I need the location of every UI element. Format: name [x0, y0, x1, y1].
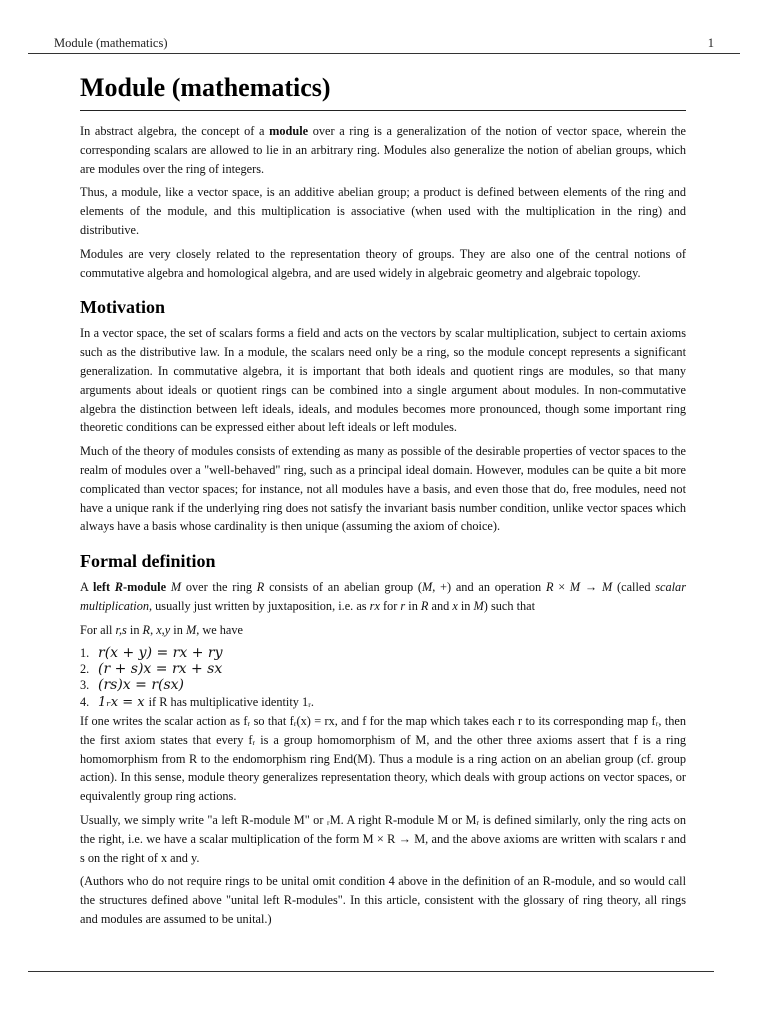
- formal-paragraph-1: If one writes the scalar action as fᵣ so that fᵣ(x) = rx, and f for the map which takes each r to its corresponding map fᵣ, then the first axiom states that every fᵣ is a group homomorphism of M, and the other three axioms assert that f is a ring homomorphism from R to the endomorphism ring End(M). Thus a module is a ring action on an abelian group (cf. group action). In this sense, module theory generalizes representation theory, which deals with group actions on vector spaces, or equivalently group ring actions.: [80, 714, 686, 804]
- intro-paragraph-3: Modules are very closely related to the representation theory of groups. They are also one of the central notions of commutative algebra and homological algebra, and are used widely in algebraic geometry and algebraic topology.: [80, 246, 686, 280]
- page-title: Module (mathematics): [80, 73, 331, 102]
- axiom-item: 3. (rs)x = r(sx): [80, 677, 185, 694]
- axiom-formula: (rs)x = r(sx): [98, 677, 185, 694]
- axiom-item: 2. (r + s)x = rx + sx: [80, 660, 223, 677]
- formal-paragraph-3: (Authors who do not require rings to be unital omit condition 4 above in the definition of an R-module, and so would call the structures defined above "unital left R-modules". In this article, consistent with the glossary of ring theory, all rings and modules are assumed to be unital.): [80, 874, 686, 927]
- section-heading-formal-definition: Formal definition: [80, 551, 216, 572]
- running-title: Module (mathematics): [54, 36, 168, 50]
- intro-paragraph-2: Thus, a module, like a vector space, is an additive abelian group; a product is defined between elements of the ring and elements of the module, and this multiplication is associative (when used with the multiplication in the ring) and distributive.: [80, 185, 686, 237]
- motivation-paragraph-1: In a vector space, the set of scalars forms a field and acts on the vectors by scalar multiplication, subject to certain axioms such as the distributive law. In a module, the scalars need only be a ring, so the module concept represents a significant generalization. In commutative algebra, it is important that both ideals and quotient rings are modules, so that many arguments about ideals or quotient rings can be combined into a single argument about modules. In non-commutative algebra the distinction between left ideals, ideals, and modules becomes more pronounced, though some important ring theoretic conditions can be expressed either about left ideals or left modules.: [80, 326, 686, 435]
- axiom-item: 4. 1ᵣx = x if R has multiplicative identity 1ᵣ.: [80, 694, 314, 710]
- axiom-list: [80, 645, 686, 711]
- running-header: [54, 36, 714, 54]
- axiom-item: 1. r(x + y) = rx + ry: [80, 644, 223, 661]
- title-rule: [80, 110, 686, 111]
- page-number: 1: [707, 36, 714, 50]
- intro-paragraph-1: In abstract algebra, the concept of a module over a ring is a generalization of the notion of vector space, wherein the corresponding scalars are allowed to lie in an arbitrary ring. Modules also generalize the notion of abelian groups, which are modules over the ring of integers.: [80, 124, 686, 176]
- definition-paragraph: A left R-module M over the ring R consists of an abelian group (M, +) and an operation R × M → M (called scalar multiplication, usually just written by juxtaposition, i.e. as rx for r in R and x in M) such that: [80, 580, 686, 613]
- header-rule: [28, 53, 740, 54]
- motivation-paragraph-2: Much of the theory of modules consists of extending as many as possible of the desirable properties of vector spaces to the realm of modules over a "well-behaved" ring, such as a principal ideal domain. However, modules can be quite a bit more complicated than vector spaces; for instance, not all modules have a basis, and even those that do, free modules, need not have a unique rank if the underlying ring does not satisfy the invariant basis number condition, unlike vector spaces which always have a basis whose cardinality is then unique (assuming the axiom of choice).: [80, 444, 686, 534]
- axiom-formula: r(x + y) = rx + ry: [98, 644, 223, 661]
- for-all-line: For all r,s in R, x,y in M, we have: [80, 622, 243, 637]
- footer-rule: [28, 971, 714, 972]
- formal-paragraph-2: Usually, we simply write "a left R-module M" or ᵣM. A right R-module M or Mᵣ is defined similarly, only the ring acts on the right, i.e. we have a scalar multiplication of the form M × R → M, and the above axioms are written with scalars r and s on the right of x and y.: [80, 813, 686, 865]
- article-body: [80, 66, 686, 934]
- module-term: module: [269, 124, 309, 138]
- axiom-condition: if R has multiplicative identity 1ᵣ.: [148, 694, 314, 709]
- section-heading-motivation: Motivation: [80, 297, 165, 318]
- axiom-formula: (r + s)x = rx + sx: [98, 660, 223, 677]
- axiom-formula: 1ᵣx = x: [98, 694, 145, 710]
